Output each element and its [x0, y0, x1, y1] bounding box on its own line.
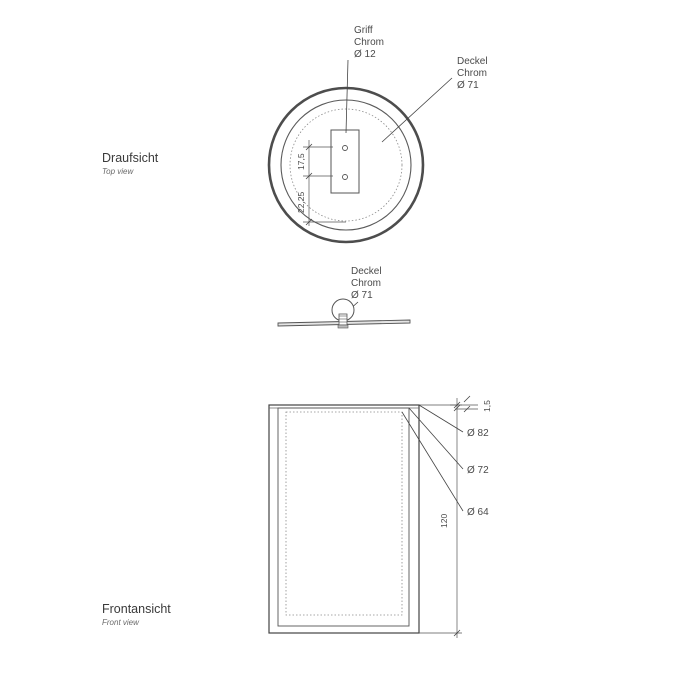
dia-64-label: Ø 64: [467, 507, 489, 518]
handle-callout-line2: Chrom: [354, 37, 385, 48]
dia-82-label: Ø 82: [467, 428, 489, 439]
front-view-subtitle: Front view: [102, 618, 139, 627]
rim-1-5-label: 1,5: [482, 400, 492, 412]
side-knob-stem: [339, 314, 347, 325]
rim-dim-tick-1: [464, 396, 470, 402]
top-view-title: Draufsicht: [102, 151, 159, 165]
handle-callout-line3: Ø 12: [354, 49, 376, 60]
side-lid-callout-line1: Deckel: [351, 266, 382, 277]
lid-callout-line3: Ø 71: [457, 80, 479, 91]
lid-callout-line2: Chrom: [457, 68, 488, 79]
handle-plate: [331, 130, 359, 193]
top-view: [102, 25, 488, 242]
handle-screw-top: [343, 146, 348, 151]
lid-callout-line1: Deckel: [457, 56, 488, 67]
dim-17-5-label: 17,5: [296, 153, 306, 170]
dia-72-leader: [409, 408, 463, 469]
body-outer: [269, 405, 419, 633]
height-120-label: 120: [439, 513, 449, 528]
side-view: [278, 266, 410, 328]
body-hidden-line: [286, 412, 402, 615]
side-lid-callout-line3: Ø 71: [351, 290, 373, 301]
handle-screw-bottom: [343, 175, 348, 180]
dim-22-25-label: 22,25: [296, 191, 306, 213]
dia-72-label: Ø 72: [467, 465, 489, 476]
top-view-subtitle: Top view: [102, 167, 134, 176]
body-inner-liner: [278, 408, 409, 626]
side-nut: [338, 325, 348, 328]
front-view-title: Frontansicht: [102, 602, 171, 616]
handle-callout-line1: Griff: [354, 25, 373, 36]
side-lid-callout-line2: Chrom: [351, 278, 382, 289]
lid-outer-circle: [269, 88, 423, 242]
front-view: [102, 396, 492, 638]
handle-leader-line: [346, 60, 348, 133]
